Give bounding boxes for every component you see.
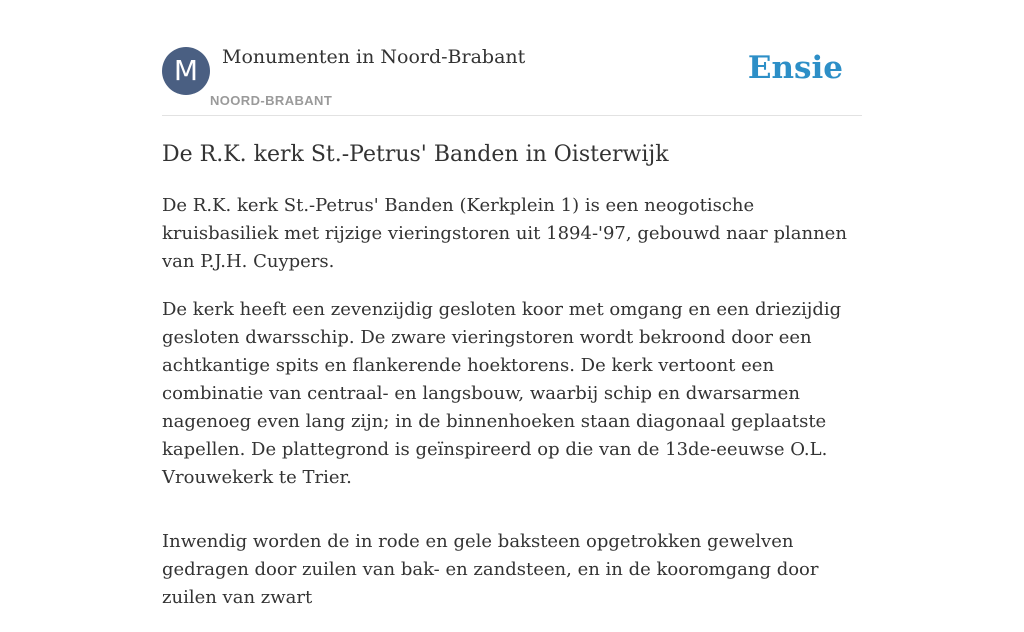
page-title: De R.K. kerk St.-Petrus' Banden in Oisterwijk <box>162 142 669 167</box>
brand-logo[interactable]: Ensie <box>747 50 843 86</box>
site-avatar[interactable] <box>162 47 210 95</box>
site-subtitle[interactable]: NOORD-BRABANT <box>210 93 333 108</box>
avatar-letter: M <box>173 54 199 87</box>
article-paragraph: De kerk heeft een zevenzijdig gesloten koor met omgang en een driezijdig gesloten dwarsschip. De zware vieringstoren wordt bekroond door een achtkantige spits en flankerende hoektorens. De kerk vertoont een combinatie van centraal- en langsbouw, waarbij schip en dwarsarmen nagenoeg even lang zijn; in de binnenhoeken staan diagonaal geplaatste kapellen. De plattegrond is geïnspireerd op die van de 13de-eeuwse O.L. Vrouwekerk te Trier. <box>162 299 842 488</box>
article-paragraph: Inwendig worden de in rode en gele baksteen opgetrokken gewelven gedragen door zuilen van bak- en zandsteen, en in de kooromgang door zuilen van zwart <box>162 531 819 608</box>
header-divider <box>162 115 862 116</box>
article-paragraph: De R.K. kerk St.-Petrus' Banden (Kerkplein 1) is een neogotische kruisbasiliek met rijzige vieringstoren uit 1894-'97, gebouwd naar plannen van P.J.H. Cuypers. <box>162 195 847 272</box>
article <box>162 140 862 632</box>
site-title[interactable]: Monumenten in Noord-Brabant <box>222 46 526 68</box>
